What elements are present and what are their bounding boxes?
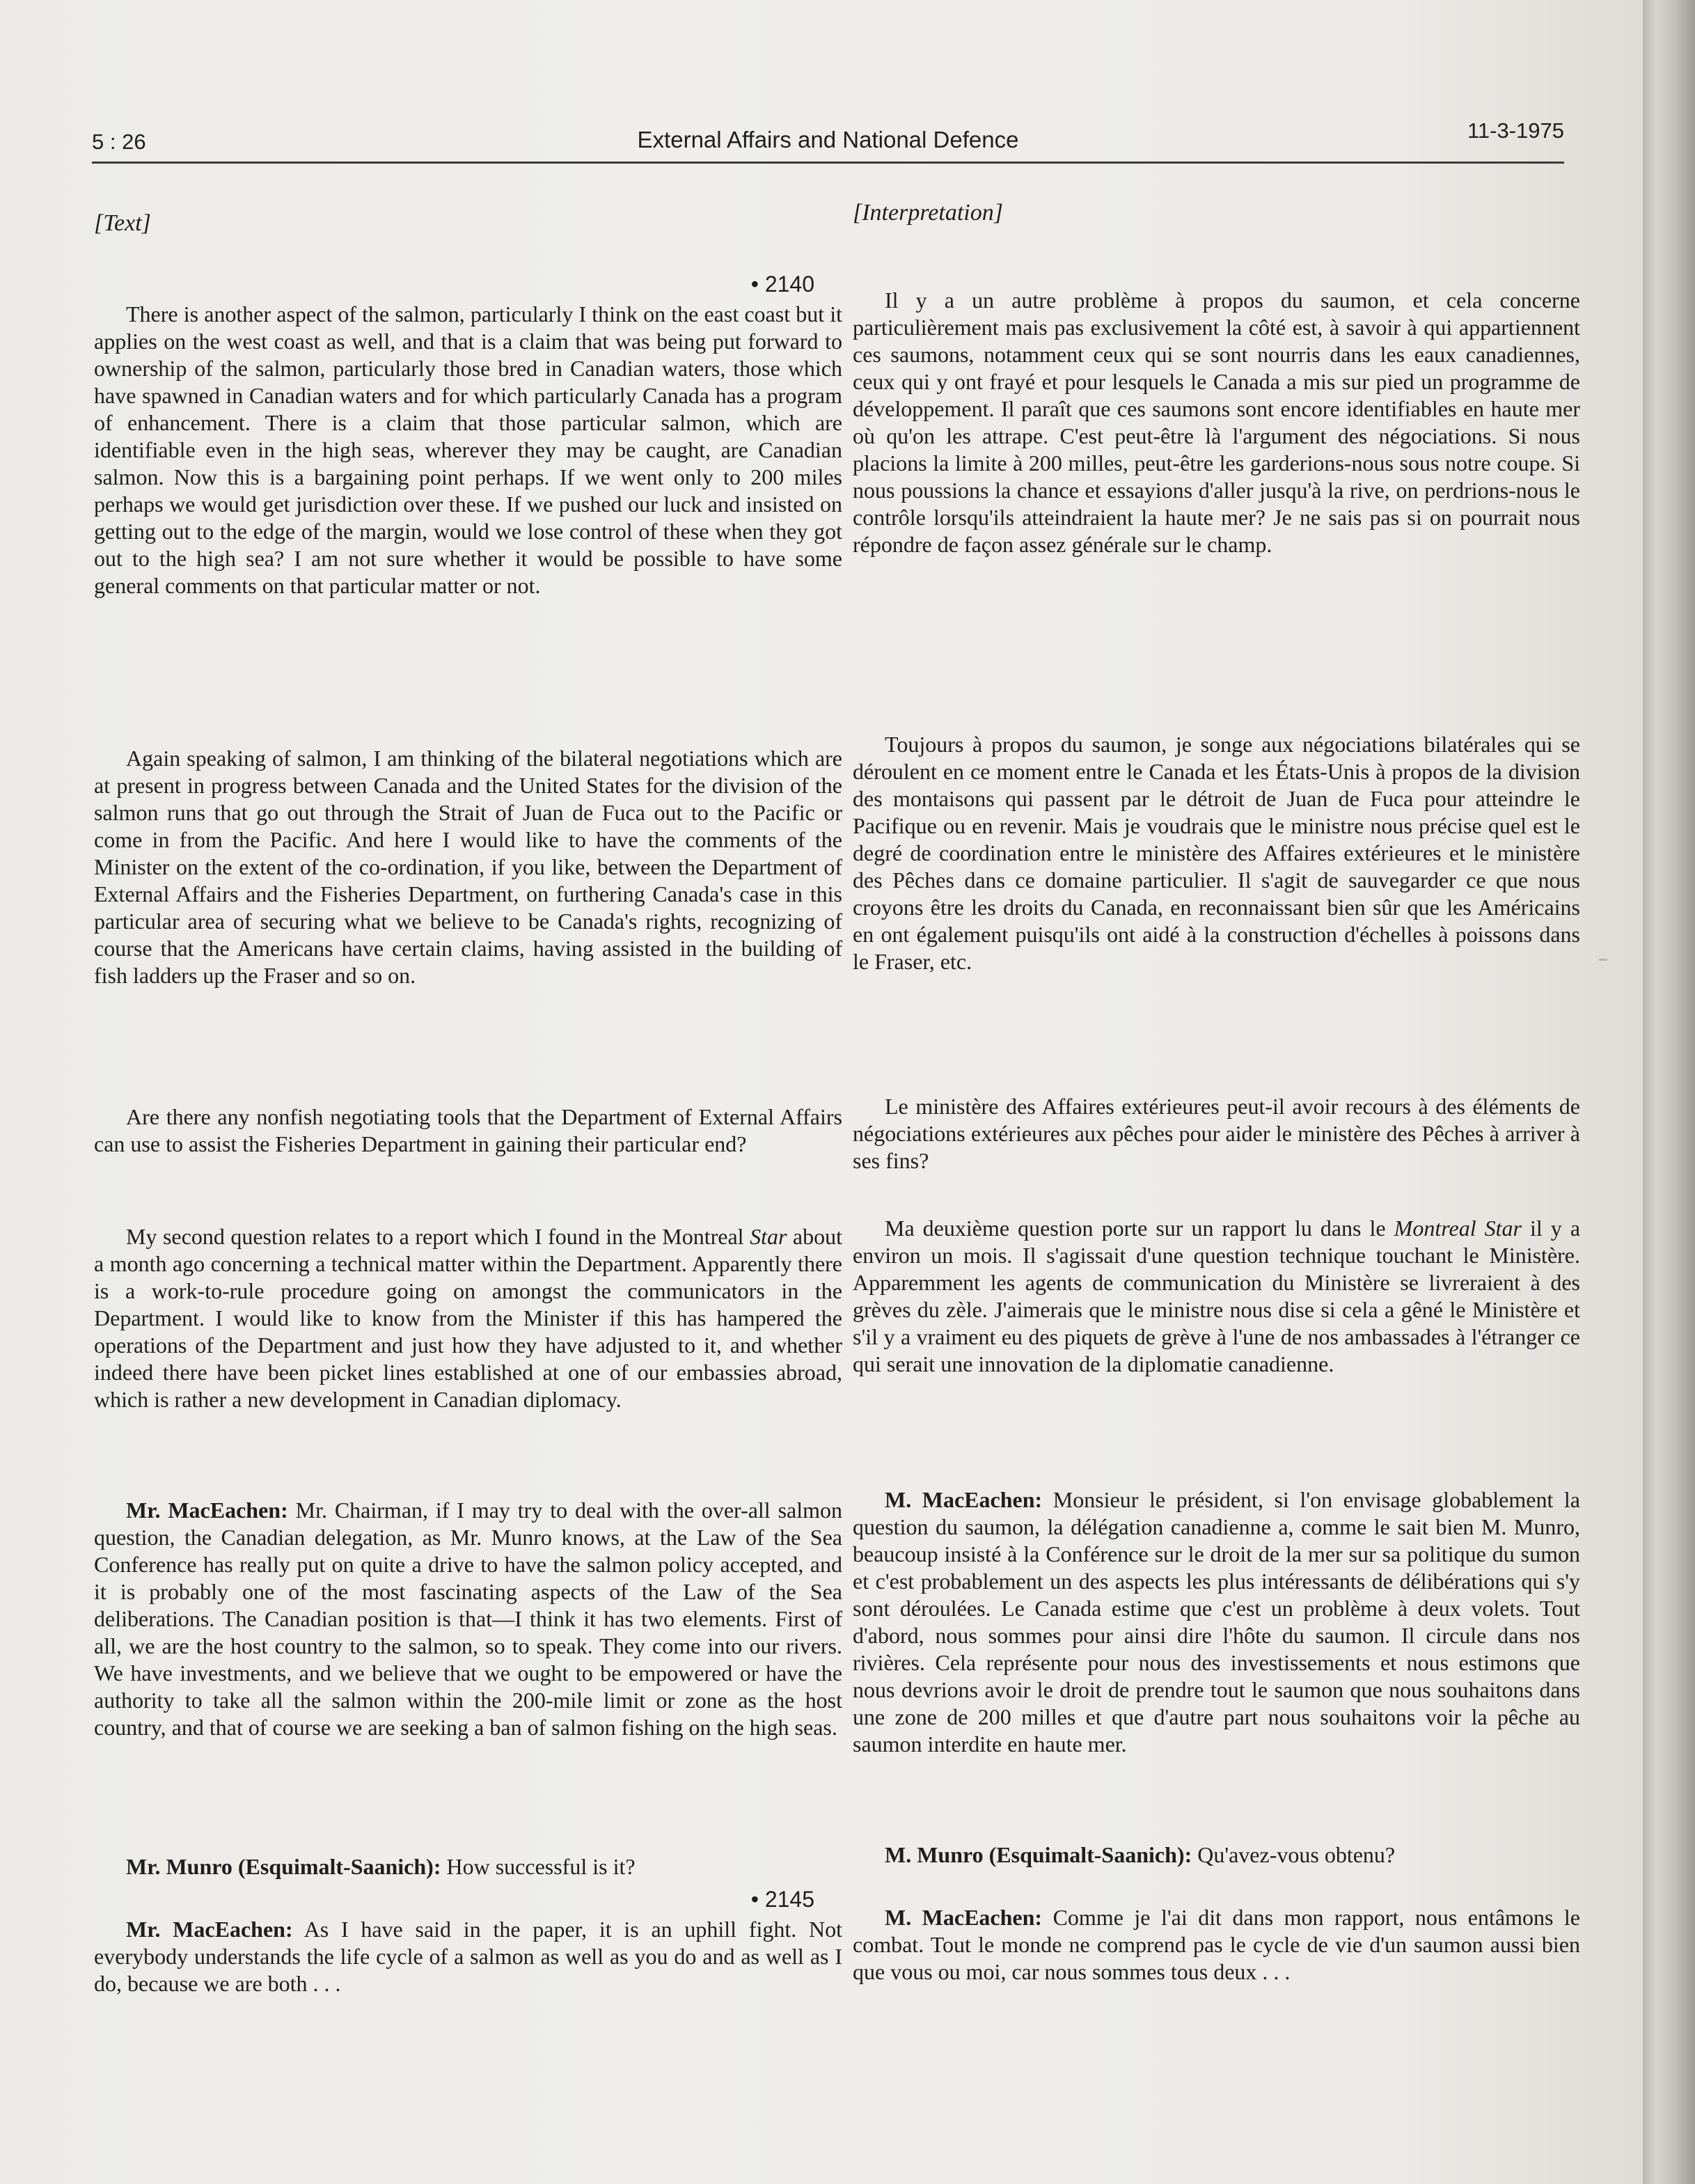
running-title: External Affairs and National Defence — [637, 127, 1019, 152]
french-p6-body: Qu'avez-vous obtenu? — [1192, 1842, 1396, 1867]
english-p3-text: Are there any nonfish negotiating tools that the Department of External Affairs can use to assist the Fisheries Department in gaining their particular end? — [94, 1104, 842, 1156]
french-p4-end: il y a environ un mois. Il s'agissait d'une question technique touchant le Ministère. Apparemment les agents de communication du Ministère se livreraient à des grèves du zèle. J'aimerais que le ministre nous dise si cela a gêné le Ministère et s'il y a vraiment eu des piquets de grève à l'une de nos ambassades à l'étranger ce qui serait une innovation de la diplomatie canadienne. — [853, 1216, 1581, 1376]
speaker-name: M. Munro (Esquimalt-Saanich): — [885, 1842, 1192, 1867]
header-date: 11-3-1975 — [1467, 118, 1564, 143]
english-p5-text — [94, 1497, 842, 1741]
french-paragraph-4 — [853, 1215, 1580, 1378]
english-p1-text: There is another aspect of the salmon, particularly I think on the east coast but it applies on the west coast as well, and that is a claim that was being put forward to ownership of the salmon, particularly those bred in Canadian waters, those which have spawned in Canadian waters and for which particularly Canada has a program of enhancement. There is a claim that those particular salmon, which are identifiable even in the high seas, wherever they may be caught, are Canadian salmon. Now this is a bargaining point perhaps. If we went only to 200 miles perhaps we would get jurisdiction over these. If we pushed our luck and insisted on getting out to the edge of the margin, would we lose control of these when they got out to the high sea? I am not sure whether it would be possible to have some general comments on that particular matter or not. — [94, 301, 842, 598]
english-paragraph-1 — [94, 301, 842, 599]
english-paragraph-4 — [94, 1223, 842, 1413]
page-number: 5 : 26 — [92, 129, 146, 154]
interpretation-label-italic: [Interpretation] — [853, 200, 1003, 226]
english-p2-text: Again speaking of salmon, I am thinking of the bilateral negotiations which are at present in progress between Canada and the United States for the division of the salmon runs that go out through the Strait of Juan de Fuca out to the Pacific or come in from the Pacific. And here I would like to have the comments of the Minister on the extent of the co-ordination, if you like, between the Department of External Affairs and the Fisheries Department, on furthering Canada's case in this particular area of securing what we believe to be Canada's rights, recognizing of course that the Americans have certain claims, having assisted in the building of fish ladders up the Fraser and so on. — [94, 746, 842, 988]
french-p5-body: Monsieur le président, si l'on envisage globablement la question du saumon, la délégation canadienne a, comme le sait bien M. Munro, beaucoup insisté à la Conférence sur le droit de la mer sur sa politique du sumon et c'est probablement un des aspects les plus intéressants de délibérations qui s'y sont déroulées. Le Canada estime que c'est un problème à deux volets. Tout d'abord, nous sommes pour ainsi dire l'hôte du saumon. Il circule dans nos rivières. Cela représente pour nous des investissements et nous estimons que nous devrions avoir le droit de prendre tout le saumon que nous souhaitons dans une zone de 200 milles et que d'autre part nous souhaitons voir la pêche au saumon interdite en haute mer. — [853, 1487, 1581, 1757]
time-marker-2140: • 2140 — [750, 272, 814, 297]
speaker-name: Mr. MacEachen: — [126, 1498, 288, 1523]
english-paragraph-7 — [94, 1916, 842, 1997]
english-p4-start: My second question relates to a report which I found in the Montreal — [126, 1224, 750, 1249]
english-paragraph-3 — [94, 1103, 842, 1158]
french-p5-text — [853, 1486, 1580, 1758]
french-paragraph-5 — [853, 1486, 1580, 1758]
english-p7-body: As I have said in the paper, it is an uphill fight. Not everybody understands the life cycle of a salmon as well as you do and as well as I do, because we are both . . . — [94, 1917, 843, 1996]
text-label-italic: [Text] — [94, 210, 151, 236]
english-paragraph-6 — [94, 1853, 842, 1880]
french-p6-text — [853, 1841, 1580, 1869]
french-p7-body: Comme je l'ai dit dans mon rapport, nous entâmons le combat. Tout le monde ne comprend pas le cycle de vie d'un saumon aussi bien que vous ou moi, car nous sommes tous deux . . . — [853, 1905, 1581, 1984]
margin-mark — [1599, 959, 1607, 961]
binding-edge — [1643, 0, 1695, 2184]
french-p1-text: Il y a un autre problème à propos du saumon, et cela concerne particulièrement mais pas exclusivement la côté est, à savoir à qui appartiennent ces saumons, notamment ceux qui se sont nourris dans les eaux canadiennes, ceux qui y ont frayé et pour lesquels le Canada a mis sur pied un programme de développement. Il paraît que ces saumons sont encore identifiables en haute mer où qu'on les attrape. C'est peut-être là l'argument des négociations. Si nous placions la limite à 200 milles, peut-être les garderions-nous sous notre coupe. Si nous poussions la chance et essayions d'aller jusqu'à la rive, on perdrions-nous le contrôle lorsqu'ils atteindraient la haute mer? Je ne sais pas si on pourrait nous répondre de façon assez générale sur le champ. — [853, 288, 1580, 557]
french-p4-start: Ma deuxième question porte sur un rapport lu dans le — [885, 1216, 1394, 1241]
french-paragraph-1 — [853, 287, 1580, 558]
french-p2-text: Toujours à propos du saumon, je songe aux négociations bilatérales qui se déroulent en ce moment entre le Canada et les États-Unis à propos de la division des montaisons qui passent par le détroit de Juan de Fuca pour atteindre le Pacifique ou en revenir. Mais je voudrais que le ministre nous précise quel est le degré de coordination entre le ministère des Affaires extérieures et le ministère des Pêches dans ce domaine particulier. Il s'agit de sauvegarder ce que nous croyons être les droits du Canada, en reconnaissant bien sûr que les Américains en ont également puisqu'ils ont aidé à la construction d'échelles à poissons dans le Fraser, etc. — [853, 732, 1580, 974]
french-paragraph-7 — [853, 1904, 1580, 1986]
french-p3-text: Le ministère des Affaires extérieures peut-il avoir recours à des éléments de négociations extérieures aux pêches pour aider le ministère des Pêches à arriver à ses fins? — [853, 1094, 1580, 1173]
speaker-name: M. MacEachen: — [885, 1487, 1043, 1512]
interpretation-label — [853, 200, 1003, 226]
speaker-name: Mr. MacEachen: — [126, 1917, 293, 1942]
speaker-name: Mr. Munro (Esquimalt-Saanich): — [126, 1854, 441, 1879]
english-p5-body: Mr. Chairman, if I may try to deal with the over-all salmon question, the Canadian delegation, as Mr. Munro knows, at the Law of the Sea Conference has really put on quite a drive to have the salmon policy accepted, and it is probably one of the most fascinating aspects of the Law of the Sea deliberations. The Canadian position is that—I think it has two elements. First of all, we are the host country to the salmon, so to speak. They come into our rivers. We have investments, and we believe that we ought to be empowered or have the authority to take all the salmon within the 200-mile limit or zone as the host country, and that of course we are seeking a ban of salmon fishing on the high seas. — [94, 1498, 843, 1740]
french-p7-text — [853, 1904, 1580, 1986]
text-label — [94, 210, 151, 237]
french-paragraph-6 — [853, 1841, 1580, 1869]
english-p7-text — [94, 1916, 842, 1997]
running-header — [92, 111, 1564, 164]
time-marker-2145: • 2145 — [750, 1887, 814, 1912]
speaker-name: M. MacEachen: — [885, 1905, 1043, 1930]
english-paragraph-2 — [94, 745, 842, 989]
english-p6-text — [94, 1853, 842, 1880]
english-p4-text — [94, 1223, 842, 1413]
english-paragraph-5 — [94, 1497, 842, 1741]
french-paragraph-3 — [853, 1093, 1580, 1175]
newspaper-name: Montreal Star — [1394, 1216, 1522, 1241]
french-paragraph-2 — [853, 731, 1580, 975]
newspaper-name: Star — [750, 1224, 787, 1249]
english-p6-body: How successful is it? — [441, 1854, 636, 1879]
french-p4-text — [853, 1215, 1580, 1378]
english-p4-end: about a month ago concerning a technical matter within the Department. Apparently there is a work-to-rule procedure going on amongst the communicators in the Department. I would like to know from the Minister if this has hampered the operations of the Department and just how they have adjusted to it, and whether indeed there have been picket lines established at one of our embassies abroad, which is rather a new development in Canadian diplomacy. — [94, 1224, 843, 1412]
